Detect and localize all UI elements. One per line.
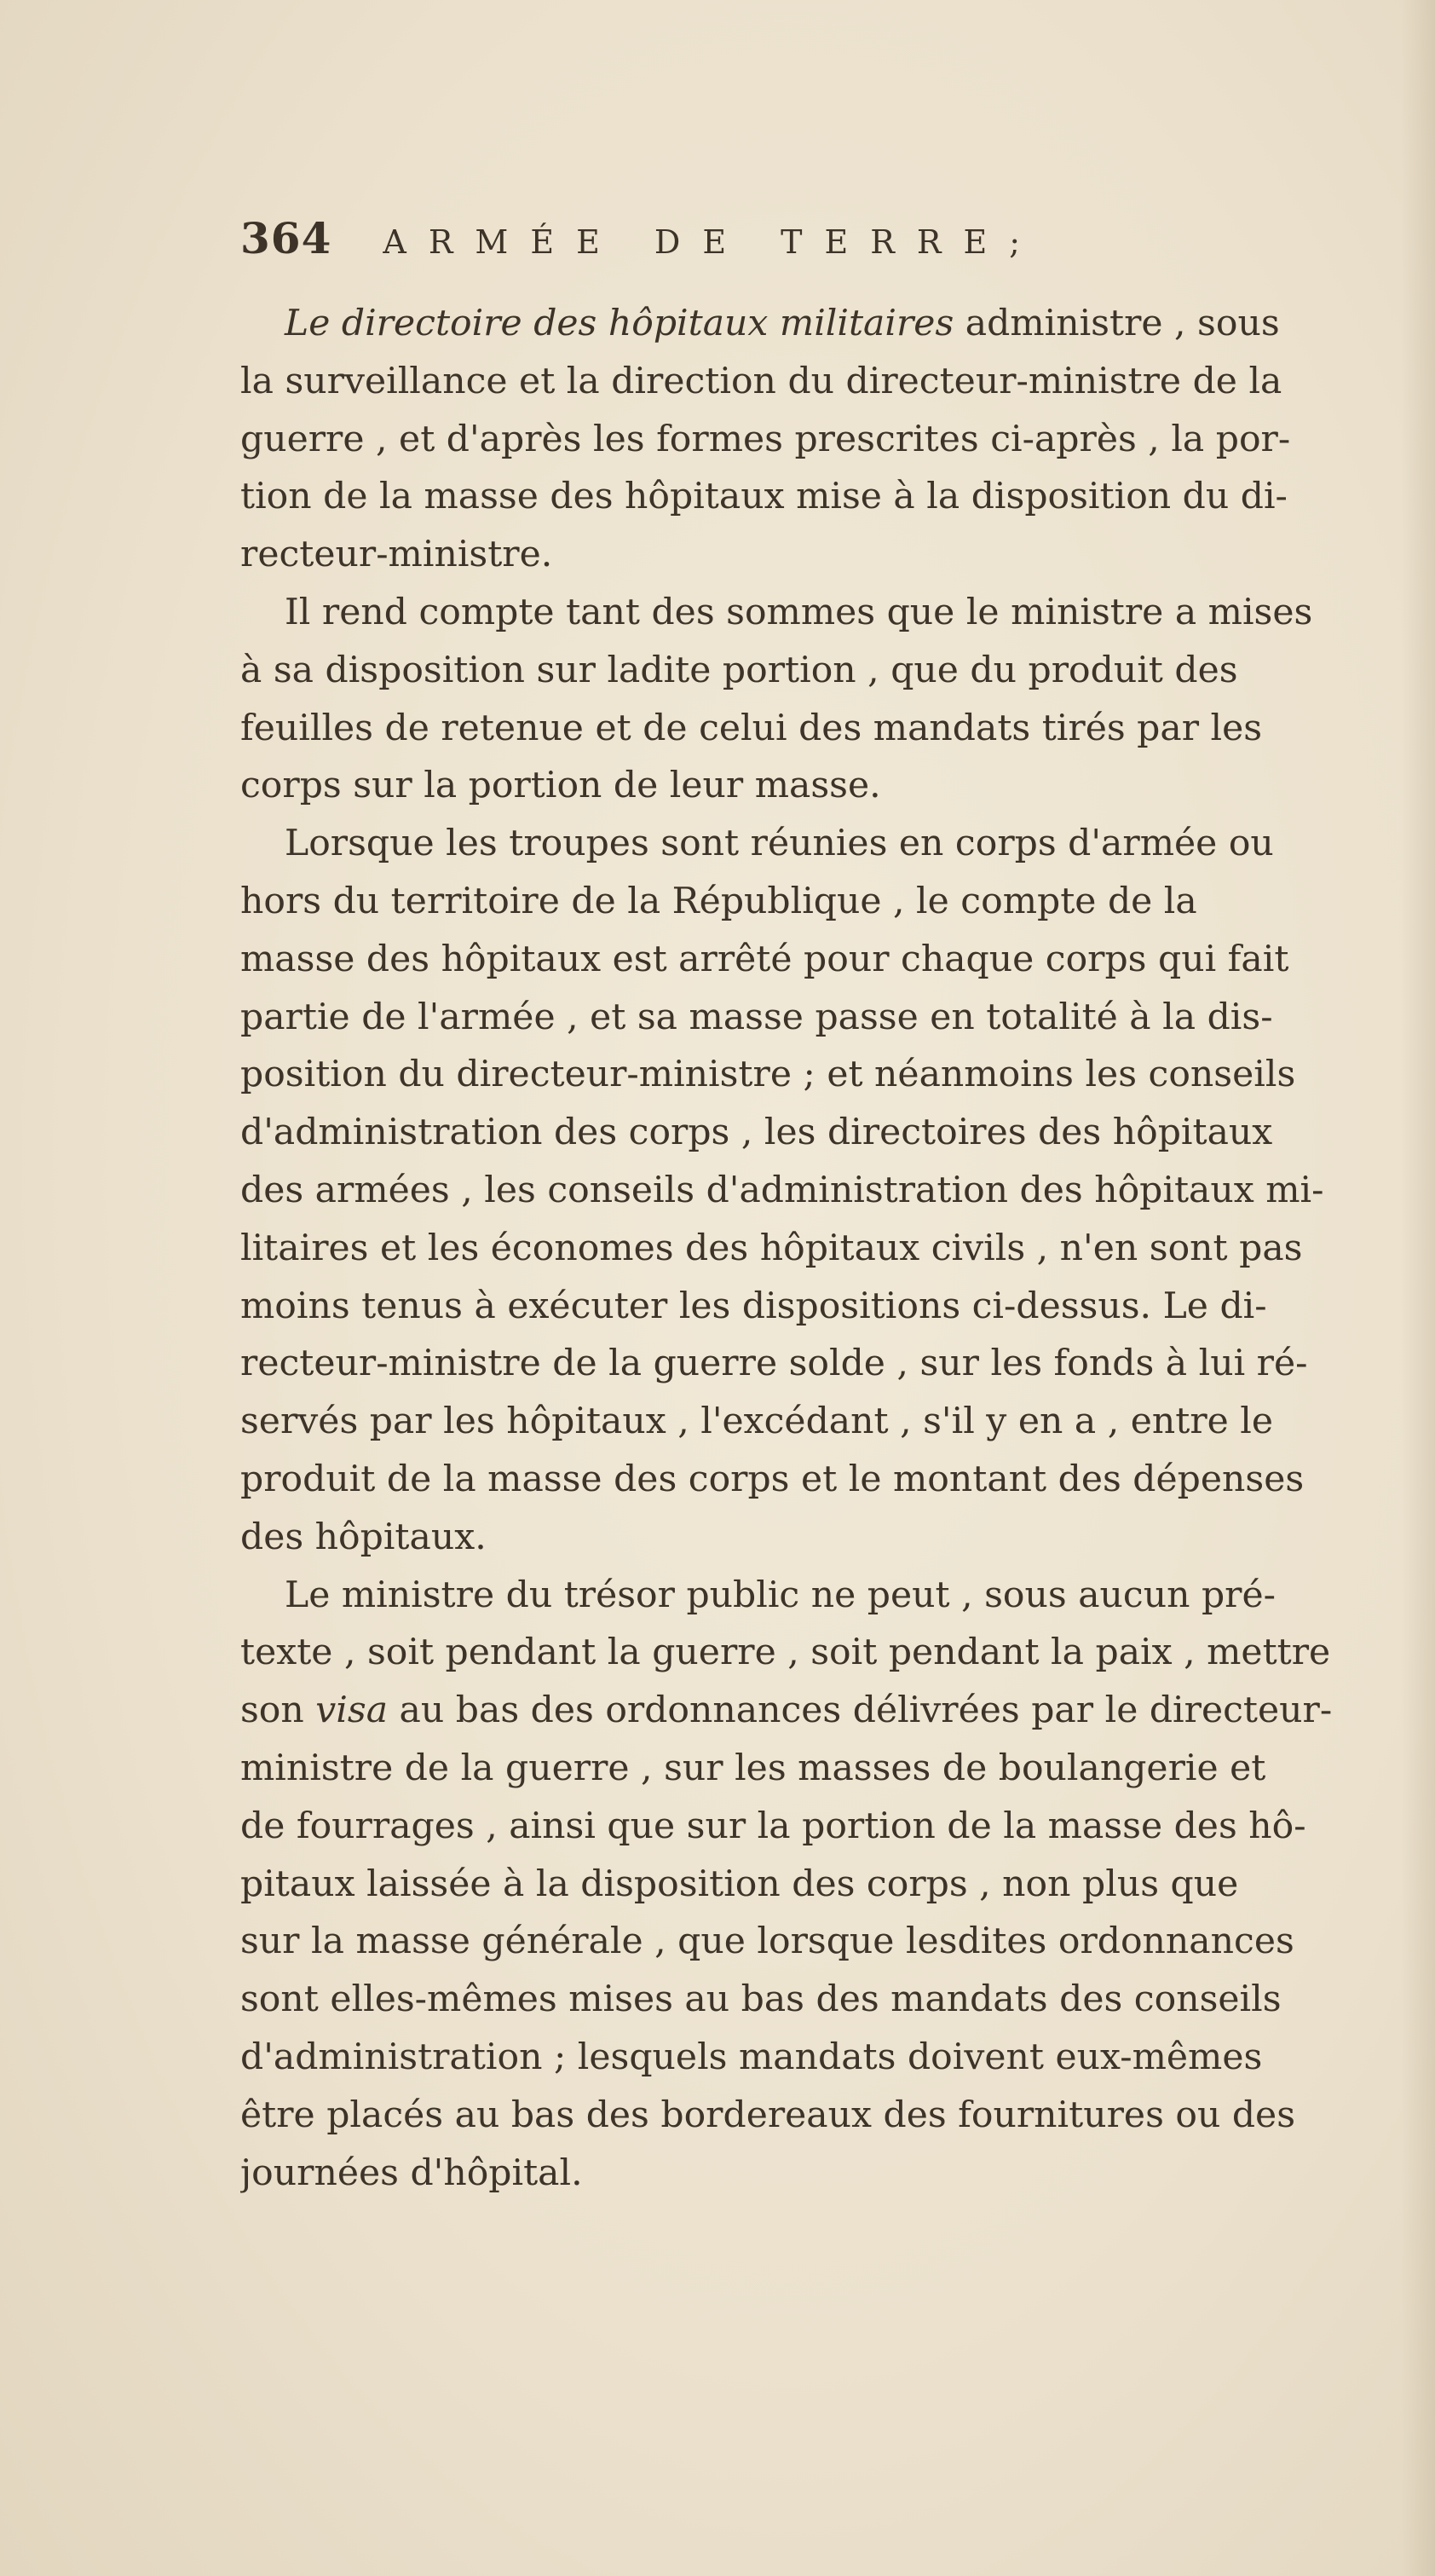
text-line: des hôpitaux.: [240, 1516, 487, 1558]
text-line: Le ministre du trésor public ne peut , sous aucun pré-: [285, 1574, 1277, 1616]
text-line: journées d'hôpital.: [240, 2151, 583, 2194]
text-line: tion de la masse des hôpitaux mise à la disposition du di-: [240, 476, 1288, 518]
text-line: recteur-ministre de la guerre solde , sur les fonds à lui ré-: [240, 1343, 1308, 1385]
text-line: d'administration des corps , les directoires des hôpitaux: [240, 1112, 1273, 1154]
running-title: ARMÉE DE TERRE;: [383, 223, 1043, 261]
text-line: hors du territoire de la République , le compte de la: [240, 880, 1197, 922]
text-line: sur la masse générale , que lorsque lesdites ordonnances: [240, 1920, 1294, 1963]
text-line: être placés au bas des bordereaux des fournitures ou des: [240, 2094, 1296, 2136]
italic-phrase: Le directoire des hôpitaux militaires: [285, 303, 954, 344]
text-line: Le directoire des hôpitaux militaires administre , sous: [285, 303, 1280, 344]
text-line: Il rend compte tant des sommes que le ministre a mises: [285, 591, 1313, 633]
text-line: guerre , et d'après les formes prescrites ci-après , la por-: [240, 418, 1291, 460]
text-line: de fourrages , ainsi que sur la portion de la masse des hô-: [240, 1805, 1306, 1847]
text-line: sont elles-mêmes mises au bas des mandats des conseils: [240, 1978, 1282, 2021]
text-line: des armées , les conseils d'administration des hôpitaux mi-: [240, 1169, 1324, 1211]
text-line: moins tenus à exécuter les dispositions ci-dessus. Le di-: [240, 1285, 1267, 1327]
text-line: position du directeur-ministre ; et néanmoins les conseils: [240, 1054, 1296, 1096]
text-line: produit de la masse des corps et le montant des dépenses: [240, 1458, 1305, 1500]
page-number: 364: [240, 213, 332, 263]
paragraph: [240, 295, 1374, 584]
text-line: à sa disposition sur ladite portion , que du produit des: [240, 649, 1238, 691]
text-line: litaires et les économes des hôpitaux civils , n'en sont pas: [240, 1227, 1303, 1269]
text-line: la surveillance et la direction du directeur-ministre de la: [240, 360, 1282, 402]
paragraph: [240, 584, 1374, 815]
text-line: recteur-ministre.: [240, 534, 553, 576]
text-line: d'administration ; lesquels mandats doivent eux-mêmes: [240, 2036, 1263, 2078]
text-block: [240, 213, 1374, 2202]
paragraph: [240, 1567, 1374, 2203]
running-head: [240, 213, 1374, 281]
text-line: corps sur la portion de leur masse.: [240, 765, 881, 807]
text-line: Lorsque les troupes sont réunies en corps d'armée ou: [285, 823, 1274, 865]
text-line: texte , soit pendant la guerre , soit pendant la paix , mettre: [240, 1632, 1331, 1674]
text-line: pitaux laissée à la disposition des corps , non plus que: [240, 1863, 1239, 1905]
text-line: partie de l'armée , et sa masse passe en totalité à la dis-: [240, 996, 1273, 1038]
paragraph: [240, 815, 1374, 1566]
italic-word: visa: [315, 1689, 389, 1732]
text-line: son visa au bas des ordonnances délivrées par le directeur-: [240, 1689, 1333, 1732]
text-line: ministre de la guerre , sur les masses de boulangerie et: [240, 1747, 1266, 1789]
text-line: servés par les hôpitaux , l'excédant , s'il y en a , entre le: [240, 1401, 1274, 1443]
text-line: masse des hôpitaux est arrêté pour chaque corps qui fait: [240, 938, 1289, 980]
text-line: feuilles de retenue et de celui des mandats tirés par les: [240, 707, 1263, 749]
